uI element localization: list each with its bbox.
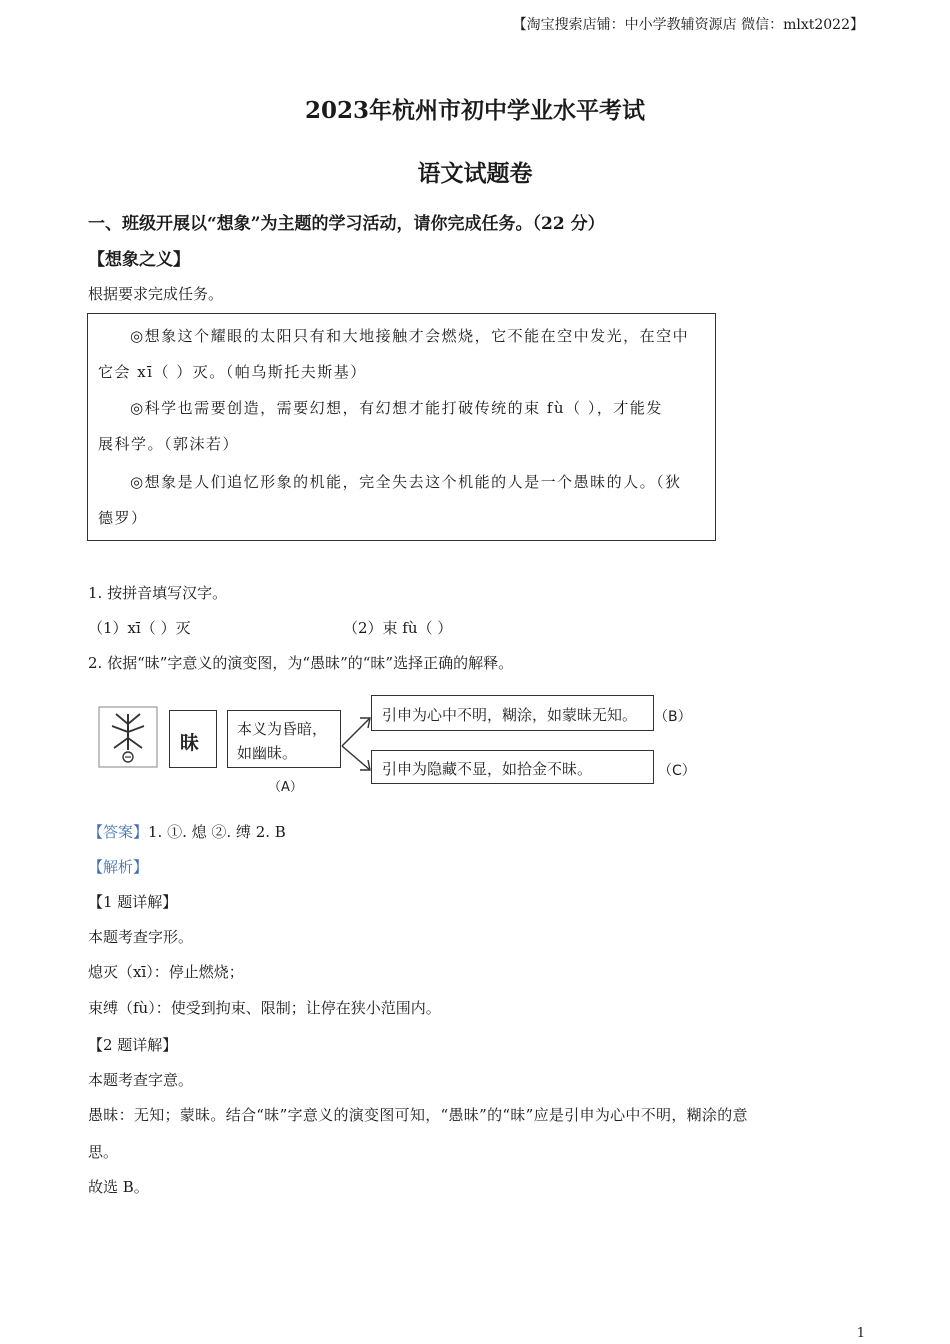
detail-1-heading: 【1 题详解】 xyxy=(88,893,178,911)
branch-b-text: 引申为心中不明，糊涂，如蒙昧无知。 xyxy=(382,706,638,724)
detail-1-line: 本题考查字形。 xyxy=(88,928,194,946)
detail-2-heading: 【2 题详解】 xyxy=(88,1036,178,1054)
question-1-part-1: （1）xī（ ）灭 xyxy=(88,619,191,637)
answer-label: 【答案】 xyxy=(88,823,149,841)
sub-heading: 【想象之义】 xyxy=(88,250,190,270)
ancient-glyph-icon xyxy=(98,706,158,768)
detail-1-line: 束缚（fù）：使受到拘束、限制；让停在狭小范围内。 xyxy=(88,999,441,1017)
answer-text: 1. ①. 熄 ②. 缚 2. B xyxy=(148,823,286,841)
exam-title: 2023年杭州市初中学业水平考试 xyxy=(304,97,645,124)
quote-2-line-2: 展科学。（郭沫若） xyxy=(98,435,240,453)
detail-2-line: 思。 xyxy=(88,1143,119,1161)
origin-line-1: 本义为昏暗， xyxy=(237,720,328,738)
section-heading: 一、班级开展以“想象”为主题的学习活动，请你完成任务。（22 分） xyxy=(88,214,605,234)
detail-2-line: 故选 B。 xyxy=(88,1178,149,1196)
instruction: 根据要求完成任务。 xyxy=(88,285,224,303)
label-b: （B） xyxy=(654,709,692,725)
label-a: （A） xyxy=(268,780,303,795)
question-2: 2. 依据“昧”字意义的演变图，为“愚昧”的“昧”选择正确的解释。 xyxy=(88,654,514,672)
quote-box xyxy=(87,313,716,541)
paper-title: 语文试题卷 xyxy=(417,160,533,187)
question-1-part-2: （2）束 fù（ ） xyxy=(343,619,453,637)
detail-1-line: 熄灭（xī）：停止燃烧； xyxy=(88,963,244,981)
quote-2-line-1: ◎科学也需要创造，需要幻想，有幻想才能打破传统的束 fù（ ），才能发 xyxy=(130,399,663,417)
detail-2-line: 本题考查字意。 xyxy=(88,1071,194,1089)
header-note: 【淘宝搜索店铺：中小学教辅资源店 微信：mlxt2022】 xyxy=(512,17,864,33)
page-number: 1 xyxy=(856,1326,865,1341)
character: 昧 xyxy=(180,732,200,754)
answer-line xyxy=(88,821,286,842)
quote-3-line-1: ◎想象是人们追忆形象的机能，完全失去这个机能的人是一个愚昧的人。（狄 xyxy=(130,473,682,491)
quote-3-line-2: 德罗） xyxy=(98,509,148,527)
question-1: 1. 按拼音填写汉字。 xyxy=(88,584,228,602)
branch-arrows xyxy=(341,708,373,774)
quote-1-line-2: 它会 xī（ ）灭。（帕乌斯托夫斯基） xyxy=(98,363,367,381)
label-c: （C） xyxy=(658,763,696,779)
branch-c-text: 引申为隐藏不显，如拾金不昧。 xyxy=(382,760,593,778)
quote-1-line-1: ◎想象这个耀眼的太阳只有和大地接触才会燃烧，它不能在空中发光，在空中 xyxy=(130,327,690,345)
analysis-label: 【解析】 xyxy=(88,858,149,876)
origin-line-2: 如幽昧。 xyxy=(237,744,298,762)
detail-2-line: 愚昧：无知；蒙昧。结合“昧”字意义的演变图可知，“愚昧”的“昧”应是引申为心中不明，糊涂的意 xyxy=(88,1106,748,1124)
